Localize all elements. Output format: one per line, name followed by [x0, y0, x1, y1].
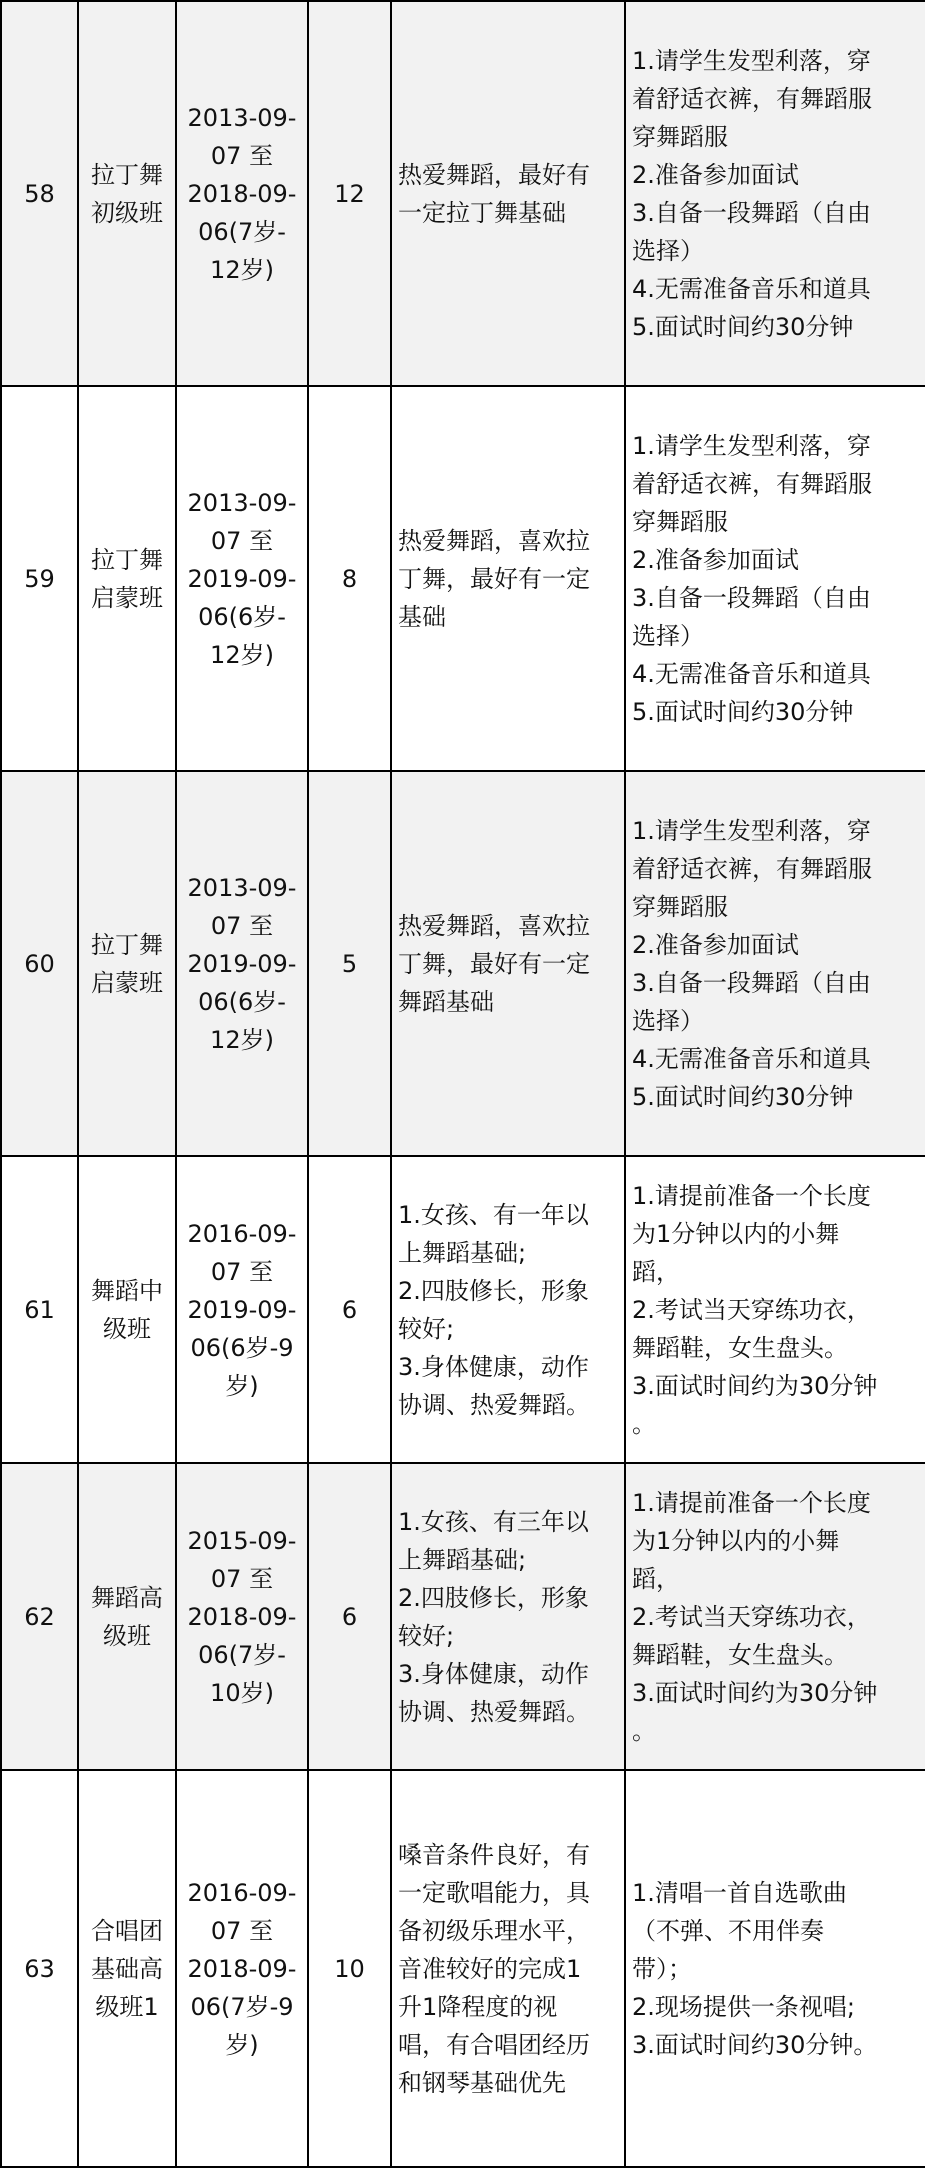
requirements-line: 一定歌唱能力，具 [398, 1878, 590, 1907]
birth-date-range-cell [176, 771, 308, 1156]
requirements-cell [391, 1156, 625, 1463]
birth-date-range-line: 岁) [225, 1371, 259, 1400]
birth-date-range-line: 2018-09- [187, 179, 297, 208]
interview-notes-cell [625, 771, 925, 1156]
requirements-line: 较好; [398, 1621, 455, 1650]
birth-date-range-line: 2013-09- [187, 488, 297, 517]
interview-notes-line: 3.自备一段舞蹈（自由 [632, 583, 871, 612]
birth-date-range-line: 06(6岁-9 [190, 1333, 294, 1362]
birth-date-range-cell [176, 1, 308, 386]
requirements-line: 升1降程度的视 [398, 1992, 558, 2021]
table-row [1, 1463, 925, 1770]
interview-notes-line: 2.考试当天穿练功衣， [632, 1602, 871, 1631]
requirements-cell [391, 1770, 625, 2167]
class-name-cell [78, 1463, 176, 1770]
interview-notes-line: 舞蹈鞋，女生盘头。 [632, 1333, 848, 1362]
requirements-line: 2.四肢修长，形象 [398, 1276, 589, 1305]
interview-notes-line: 舞蹈鞋，女生盘头。 [632, 1640, 848, 1669]
interview-notes-line: 2.准备参加面试 [632, 930, 799, 959]
class-name-line: 舞蹈中 [91, 1276, 163, 1305]
enrollment-quota-cell: 8 [308, 386, 391, 771]
table-body [1, 1, 925, 2167]
class-number-cell: 63 [1, 1770, 78, 2167]
class-number-cell: 59 [1, 386, 78, 771]
class-name-cell [78, 386, 176, 771]
interview-notes-line: 选择） [632, 1006, 704, 1035]
interview-notes-line: 蹈， [632, 1257, 680, 1286]
birth-date-range-line: 岁) [225, 2030, 259, 2059]
class-number-cell: 60 [1, 771, 78, 1156]
interview-notes-cell [625, 1, 925, 386]
requirements-line: 嗓音条件良好，有 [398, 1840, 590, 1869]
birth-date-range-line: 2016-09- [187, 1219, 297, 1248]
interview-notes-line: 4.无需准备音乐和道具 [632, 659, 871, 688]
requirements-line: 音准较好的完成1 [398, 1954, 582, 1983]
interview-notes-line: 着舒适衣裤，有舞蹈服 [632, 84, 872, 113]
requirements-line: 1.女孩、有一年以 [398, 1200, 589, 1229]
interview-notes-line: （不弹、不用伴奏 [632, 1916, 824, 1945]
birth-date-range-line: 06(7岁- [198, 217, 286, 246]
birth-date-range-line: 2015-09- [187, 1526, 297, 1555]
interview-notes-line: 5.面试时间约30分钟 [632, 697, 854, 726]
interview-notes-line: 带）； [632, 1954, 692, 1983]
interview-notes-line: 1.请学生发型利落，穿 [632, 431, 871, 460]
birth-date-range-line: 07 至 [210, 1564, 274, 1593]
requirements-line: 2.四肢修长，形象 [398, 1583, 589, 1612]
interview-notes-line: 3.面试时间约为30分钟 [632, 1678, 878, 1707]
interview-notes-line: 1.请提前准备一个长度 [632, 1488, 871, 1517]
requirements-line: 热爱舞蹈，喜欢拉 [398, 911, 590, 940]
birth-date-range-line: 12岁) [210, 1025, 274, 1054]
class-name-cell [78, 1770, 176, 2167]
class-name-line: 合唱团 [91, 1916, 163, 1945]
birth-date-range-cell [176, 1156, 308, 1463]
birth-date-range-line: 2019-09- [187, 564, 297, 593]
interview-notes-line: 1.清唱一首自选歌曲 [632, 1878, 847, 1907]
birth-date-range-cell [176, 386, 308, 771]
interview-notes-line: 2.现场提供一条视唱; [632, 1992, 855, 2021]
interview-notes-line: 4.无需准备音乐和道具 [632, 274, 871, 303]
requirements-line: 上舞蹈基础; [398, 1545, 527, 1574]
requirements-line: 丁舞，最好有一定 [398, 564, 590, 593]
requirements-cell [391, 1, 625, 386]
interview-notes-cell [625, 1463, 925, 1770]
requirements-line: 唱，有合唱团经历 [398, 2030, 590, 2059]
interview-notes-line: 2.准备参加面试 [632, 160, 799, 189]
birth-date-range-line: 07 至 [210, 1257, 274, 1286]
birth-date-range-cell [176, 1770, 308, 2167]
enrollment-quota-cell: 5 [308, 771, 391, 1156]
requirements-line: 上舞蹈基础; [398, 1238, 527, 1267]
requirements-line: 协调、热爱舞蹈。 [398, 1390, 590, 1419]
enrollment-quota-cell: 10 [308, 1770, 391, 2167]
birth-date-range-cell [176, 1463, 308, 1770]
requirements-line: 舞蹈基础 [398, 987, 494, 1016]
birth-date-range-line: 12岁) [210, 640, 274, 669]
interview-notes-line: 5.面试时间约30分钟 [632, 1082, 854, 1111]
requirements-line: 基础 [398, 602, 446, 631]
table-row [1, 1156, 925, 1463]
birth-date-range-line: 2013-09- [187, 873, 297, 902]
class-number-cell: 58 [1, 1, 78, 386]
interview-notes-cell [625, 1770, 925, 2167]
interview-notes-line: 1.请学生发型利落，穿 [632, 816, 871, 845]
requirements-line: 1.女孩、有三年以 [398, 1507, 589, 1536]
requirements-line: 协调、热爱舞蹈。 [398, 1697, 590, 1726]
interview-notes-line: 选择） [632, 236, 704, 265]
interview-notes-line: 。 [632, 1409, 656, 1438]
class-name-cell [78, 771, 176, 1156]
interview-notes-line: 2.考试当天穿练功衣， [632, 1295, 871, 1324]
interview-notes-line: 3.面试时间约30分钟。 [632, 2030, 878, 2059]
birth-date-range-line: 10岁) [210, 1678, 274, 1707]
interview-notes-line: 2.准备参加面试 [632, 545, 799, 574]
class-name-line: 级班 [103, 1314, 151, 1343]
interview-notes-line: 4.无需准备音乐和道具 [632, 1044, 871, 1073]
interview-notes-line: 3.自备一段舞蹈（自由 [632, 198, 871, 227]
requirements-line: 较好; [398, 1314, 455, 1343]
interview-notes-line: 穿舞蹈服 [632, 892, 728, 921]
class-name-line: 启蒙班 [91, 583, 163, 612]
interview-notes-line: 穿舞蹈服 [632, 122, 728, 151]
birth-date-range-line: 2016-09- [187, 1878, 297, 1907]
requirements-line: 热爱舞蹈，喜欢拉 [398, 526, 590, 555]
birth-date-range-line: 07 至 [210, 1916, 274, 1945]
interview-notes-line: 着舒适衣裤，有舞蹈服 [632, 854, 872, 883]
class-number-cell: 62 [1, 1463, 78, 1770]
class-name-line: 拉丁舞 [91, 545, 163, 574]
interview-notes-cell [625, 1156, 925, 1463]
class-name-line: 启蒙班 [91, 968, 163, 997]
birth-date-range-line: 07 至 [210, 911, 274, 940]
class-name-line: 基础高 [91, 1954, 163, 1983]
class-name-line: 舞蹈高 [91, 1583, 163, 1612]
interview-notes-cell [625, 386, 925, 771]
birth-date-range-line: 06(7岁-9 [190, 1992, 294, 2021]
interview-notes-line: 1.请提前准备一个长度 [632, 1181, 871, 1210]
interview-notes-line: 。 [632, 1716, 656, 1745]
birth-date-range-line: 07 至 [210, 526, 274, 555]
birth-date-range-line: 2013-09- [187, 103, 297, 132]
class-name-line: 拉丁舞 [91, 930, 163, 959]
requirements-line: 一定拉丁舞基础 [398, 198, 566, 227]
requirements-cell [391, 771, 625, 1156]
interview-notes-line: 3.面试时间约为30分钟 [632, 1371, 878, 1400]
requirements-cell [391, 386, 625, 771]
requirements-cell [391, 1463, 625, 1770]
class-name-cell [78, 1156, 176, 1463]
interview-notes-line: 蹈， [632, 1564, 680, 1593]
requirements-line: 丁舞，最好有一定 [398, 949, 590, 978]
interview-notes-line: 穿舞蹈服 [632, 507, 728, 536]
class-name-line: 初级班 [91, 198, 163, 227]
requirements-line: 和钢琴基础优先 [398, 2068, 566, 2097]
birth-date-range-line: 2019-09- [187, 1295, 297, 1324]
class-name-line: 级班1 [95, 1992, 159, 2021]
birth-date-range-line: 06(6岁- [198, 987, 286, 1016]
class-number-cell: 61 [1, 1156, 78, 1463]
table-row [1, 1, 925, 386]
requirements-line: 备初级乐理水平， [398, 1916, 590, 1945]
table-row [1, 1770, 925, 2167]
birth-date-range-line: 07 至 [210, 141, 274, 170]
requirements-line: 热爱舞蹈，最好有 [398, 160, 590, 189]
birth-date-range-line: 2019-09- [187, 949, 297, 978]
table-row [1, 771, 925, 1156]
birth-date-range-line: 06(6岁- [198, 602, 286, 631]
table-row [1, 386, 925, 771]
requirements-line: 3.身体健康，动作 [398, 1352, 589, 1381]
birth-date-range-line: 06(7岁- [198, 1640, 286, 1669]
enrollment-quota-cell: 12 [308, 1, 391, 386]
enrollment-quota-cell: 6 [308, 1156, 391, 1463]
birth-date-range-line: 2018-09- [187, 1602, 297, 1631]
interview-notes-line: 着舒适衣裤，有舞蹈服 [632, 469, 872, 498]
class-name-line: 拉丁舞 [91, 160, 163, 189]
interview-notes-line: 为1分钟以内的小舞 [632, 1526, 840, 1555]
birth-date-range-line: 12岁) [210, 255, 274, 284]
interview-notes-line: 选择） [632, 621, 704, 650]
interview-notes-line: 为1分钟以内的小舞 [632, 1219, 840, 1248]
class-name-cell [78, 1, 176, 386]
class-name-line: 级班 [103, 1621, 151, 1650]
interview-notes-line: 3.自备一段舞蹈（自由 [632, 968, 871, 997]
requirements-line: 3.身体健康，动作 [398, 1659, 589, 1688]
interview-notes-line: 5.面试时间约30分钟 [632, 312, 854, 341]
interview-notes-line: 1.请学生发型利落，穿 [632, 46, 871, 75]
enrollment-quota-cell: 6 [308, 1463, 391, 1770]
birth-date-range-line: 2018-09- [187, 1954, 297, 1983]
